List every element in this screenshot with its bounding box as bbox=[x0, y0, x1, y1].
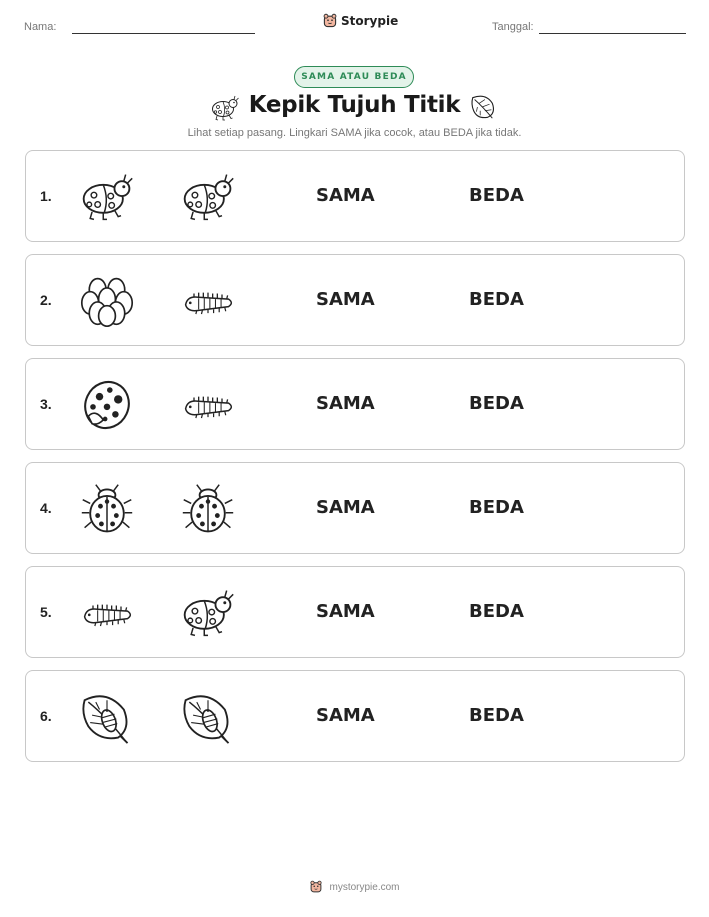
exercise-row bbox=[25, 566, 685, 658]
larva-icon bbox=[180, 377, 236, 433]
row-number: 5. bbox=[40, 604, 52, 620]
brand-name: Storypie bbox=[341, 14, 399, 28]
exercise-row bbox=[25, 670, 685, 762]
same-option[interactable]: SAMA bbox=[316, 705, 375, 726]
name-label: Nama: bbox=[24, 21, 57, 33]
different-option[interactable]: BEDA bbox=[469, 289, 524, 310]
worksheet-type-badge: SAMA ATAU BEDA bbox=[294, 66, 414, 88]
different-option[interactable]: BEDA bbox=[469, 601, 524, 622]
same-option[interactable]: SAMA bbox=[316, 601, 375, 622]
ladybug-side-icon bbox=[79, 169, 135, 225]
row-number: 4. bbox=[40, 500, 52, 516]
name-field[interactable] bbox=[72, 33, 255, 34]
pupa-on-leaf-icon bbox=[79, 689, 135, 745]
storypie-logo-icon bbox=[309, 880, 323, 894]
footer bbox=[0, 880, 709, 894]
instructions: Lihat setiap pasang. Lingkari SAMA jika cocok, atau BEDA jika tidak. bbox=[187, 127, 522, 139]
ladybug-top-icon bbox=[180, 481, 236, 537]
different-option[interactable]: BEDA bbox=[469, 393, 524, 414]
storypie-logo-icon bbox=[322, 13, 338, 29]
exercise-row bbox=[25, 462, 685, 554]
row-number: 6. bbox=[40, 708, 52, 724]
different-option[interactable]: BEDA bbox=[469, 497, 524, 518]
eggs-icon bbox=[79, 273, 135, 329]
same-option[interactable]: SAMA bbox=[316, 497, 375, 518]
ladybug-top-icon bbox=[79, 481, 135, 537]
same-option[interactable]: SAMA bbox=[316, 393, 375, 414]
brand bbox=[322, 13, 398, 29]
larva-icon bbox=[180, 273, 236, 329]
pupa-on-leaf-icon bbox=[180, 689, 236, 745]
larva-icon bbox=[79, 585, 135, 641]
ladybug-shell-icon bbox=[79, 377, 135, 433]
different-option[interactable]: BEDA bbox=[469, 705, 524, 726]
ladybug-side-icon bbox=[180, 585, 236, 641]
exercise-row bbox=[25, 254, 685, 346]
same-option[interactable]: SAMA bbox=[316, 185, 375, 206]
different-option[interactable]: BEDA bbox=[469, 185, 524, 206]
date-field[interactable] bbox=[539, 33, 686, 34]
ladybug-side-icon bbox=[180, 169, 236, 225]
row-number: 1. bbox=[40, 188, 52, 204]
footer-url[interactable]: mystorypie.com bbox=[329, 881, 400, 893]
page-title: Kepik Tujuh Titik bbox=[248, 92, 461, 118]
leaf-icon bbox=[469, 92, 497, 122]
row-number: 3. bbox=[40, 396, 52, 412]
same-option[interactable]: SAMA bbox=[316, 289, 375, 310]
row-number: 2. bbox=[40, 292, 52, 308]
exercise-row bbox=[25, 150, 685, 242]
date-label: Tanggal: bbox=[492, 21, 534, 33]
exercise-row bbox=[25, 358, 685, 450]
